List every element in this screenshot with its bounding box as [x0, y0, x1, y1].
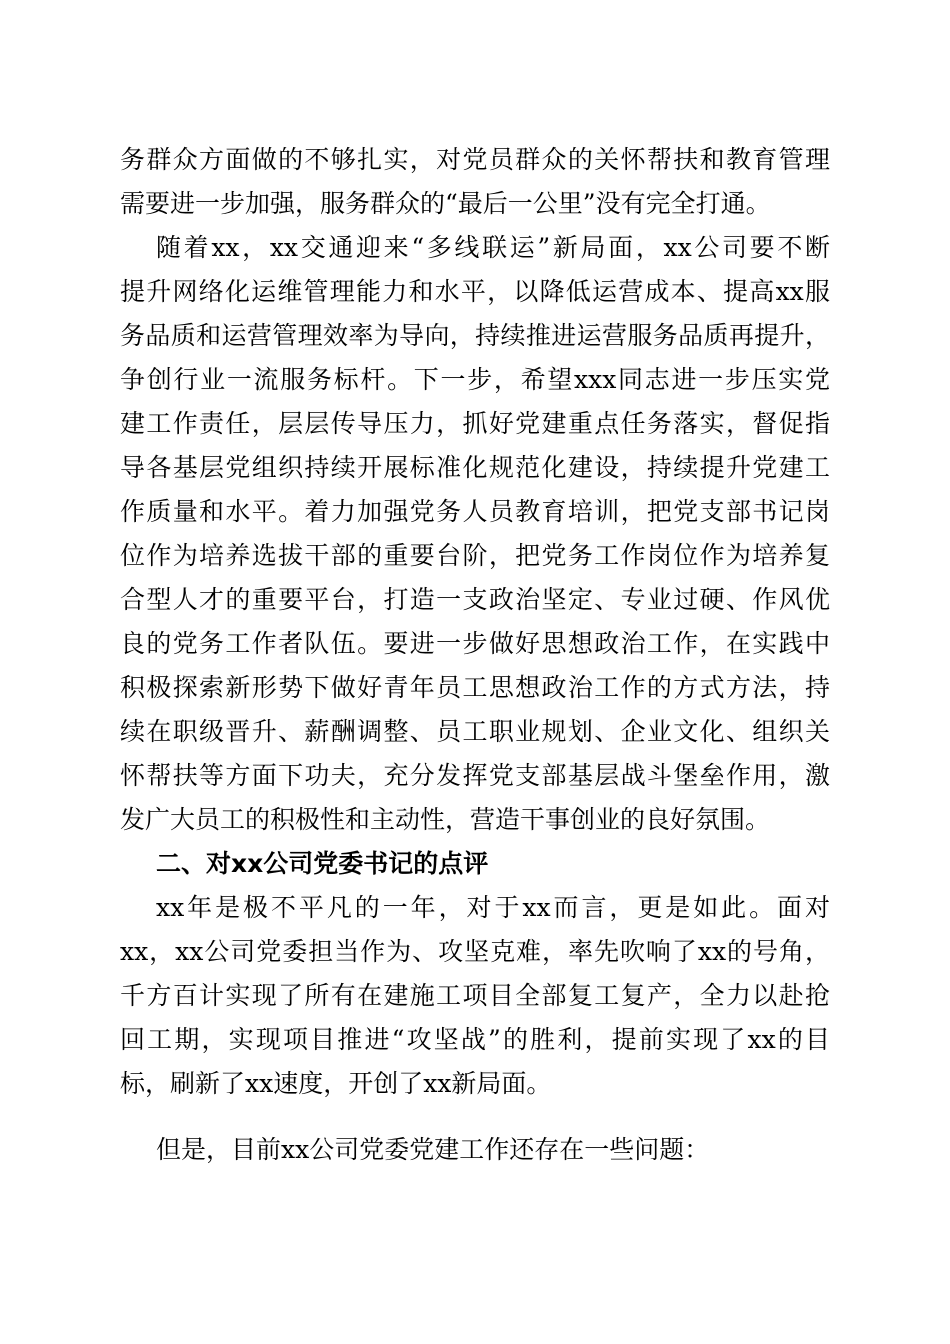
section-heading: 二、对xx公司党委书记的点评 — [156, 849, 489, 878]
paragraph-line: 作质量和水平。着力加强党务人员教育培训，把党支部书记岗 — [120, 497, 830, 526]
paragraph-line: 良的党务工作者队伍。要进一步做好思想政治工作，在实践中 — [120, 629, 830, 658]
paragraph-line: 需要进一步加强，服务群众的“最后一公里”没有完全打通。 — [120, 189, 771, 218]
paragraph-line: 怀帮扶等方面下功夫，充分发挥党支部基层战斗堡垒作用，激 — [120, 761, 830, 790]
paragraph-line: 积极探索新形势下做好青年员工思想政治工作的方式方法，持 — [120, 673, 830, 702]
paragraph-line: 合型人才的重要平台，打造一支政治坚定、专业过硬、作风优 — [120, 585, 830, 614]
paragraph-line: 续在职级晋升、薪酬调整、员工职业规划、企业文化、组织关 — [120, 717, 830, 746]
paragraph-line: 务群众方面做的不够扎实，对党员群众的关怀帮扶和教育管理 — [120, 145, 830, 174]
paragraph-line: 随着xx，xx交通迎来“多线联运”新局面，xx公司要不断 — [156, 233, 830, 262]
paragraph-line: 务品质和运营管理效率为导向，持续推进运营服务品质再提升， — [120, 321, 830, 350]
paragraph-line: xx年是极不平凡的一年，对于xx而言，更是如此。面对 — [156, 893, 830, 922]
paragraph-line: 导各基层党组织持续开展标准化规范化建设，持续提升党建工 — [120, 453, 830, 482]
paragraph-line: 建工作责任，层层传导压力，抓好党建重点任务落实，督促指 — [120, 409, 830, 438]
paragraph-line: 回工期，实现项目推进“攻坚战”的胜利，提前实现了xx的目 — [120, 1025, 830, 1054]
paragraph-line: 争创行业一流服务标杆。下一步，希望xxx同志进一步压实党 — [120, 365, 830, 394]
paragraph-line: xx，xx公司党委担当作为、攻坚克难，率先吹响了xx的号角， — [120, 937, 830, 966]
paragraph-line: 发广大员工的积极性和主动性，营造干事创业的良好氛围。 — [120, 805, 771, 834]
paragraph-line: 位作为培养选拔干部的重要台阶，把党务工作岗位作为培养复 — [120, 541, 830, 570]
paragraph-line: 但是，目前xx公司党委党建工作还存在一些问题： — [156, 1135, 710, 1164]
paragraph-line: 千方百计实现了所有在建施工项目全部复工复产，全力以赴抢 — [120, 981, 830, 1010]
paragraph-line: 提升网络化运维管理能力和水平，以降低运营成本、提高xx服 — [120, 277, 830, 306]
paragraph-line: 标，刷新了xx速度，开创了xx新局面。 — [120, 1069, 552, 1098]
